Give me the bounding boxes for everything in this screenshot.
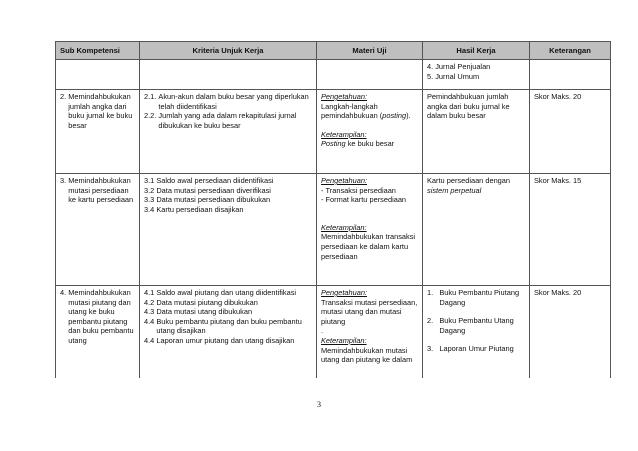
list-text: Saldo awal persediaan diidentifikasi xyxy=(156,176,274,185)
cell-kuk xyxy=(140,174,317,286)
list-text: Kartu persediaan disajikan xyxy=(156,204,244,214)
list-item: 4.4 Buku pembantu piutang dan buku pembantu utang disajikan xyxy=(144,316,302,336)
pengetahuan-text: Langkah-langkah pemindahbukuan (posting). xyxy=(321,101,411,121)
keterampilan-text: Posting ke buku besar xyxy=(321,139,395,149)
cell-keterangan xyxy=(530,60,611,90)
list-item xyxy=(144,205,312,215)
sub-number: 4. xyxy=(60,288,67,297)
header-keterangan: Keterangan xyxy=(530,42,611,60)
list-item: 1. Buku Pembantu Piutang Dagang xyxy=(427,288,520,307)
list-item: - Format kartu persediaan xyxy=(321,195,407,205)
keterampilan-label: Keterampilan: xyxy=(321,335,367,345)
cell-kuk xyxy=(140,60,317,90)
list-text: Akun-akun dalam buku besar yang diperlukan telah diidentifikasi xyxy=(158,92,309,111)
page-number: 3 xyxy=(317,400,321,409)
list-item: 4.1 Saldo awal piutang dan utang diidentifikasi xyxy=(144,288,297,297)
header-hasil-kerja: Hasil Kerja xyxy=(423,42,530,60)
cell-kuk xyxy=(140,286,317,378)
cell-hasil: Kartu persediaan dengan sistem perpetual xyxy=(423,174,530,286)
list-item xyxy=(427,72,525,82)
list-item: 2. Buku Pembantu Utang Dagang xyxy=(427,316,514,335)
header-kriteria-unjuk-kerja: Kriteria Unjuk Kerja xyxy=(140,42,317,60)
list-number: 3.1 xyxy=(144,176,155,185)
list-item xyxy=(144,176,312,186)
list-item: 4.2 Data mutasi piutang dibukukan xyxy=(144,297,258,307)
list-text: Data mutasi persediaan dibukukan xyxy=(156,195,271,205)
list-item: - Transaksi persediaan xyxy=(321,185,396,195)
cell-kuk xyxy=(140,90,317,174)
list-item xyxy=(427,62,525,72)
pengetahuan-label: Pengetahuan: xyxy=(321,288,368,297)
list-number: 4. xyxy=(427,62,434,71)
sub-number: 3. xyxy=(60,176,67,185)
keterampilan-text: Memindahbukukan mutasi utang dan piutang ke dalam xyxy=(321,345,413,365)
list-item xyxy=(144,195,312,205)
cell-materi xyxy=(317,90,423,174)
keterampilan-text: Memindahbukukan transaksi persediaan ke dalam kartu persediaan xyxy=(321,232,416,261)
sub-text: Memindahbukukan mutasi persediaan ke kartu persediaan xyxy=(68,176,134,205)
cell-hasil: Pemindahbukuan jumlah angka dari buku jurnal ke dalam buku besar xyxy=(423,90,530,174)
cell-keterangan: Skor Maks. 20 xyxy=(530,286,611,378)
cell-sub xyxy=(56,60,140,90)
cell-keterangan: Skor Maks. 15 xyxy=(530,174,611,286)
sub-text: Memindahbukukan jumlah angka dari buku jurnal ke buku besar xyxy=(68,92,133,130)
table-row xyxy=(56,90,611,174)
table-row xyxy=(56,60,611,90)
list-item: 3. Laporan Umur Piutang xyxy=(427,344,514,354)
sub-text: Memindahbukukan mutasi piutang dan utang ke buku pembantu piutang dan buku pembantu utang xyxy=(68,288,134,345)
cell-materi xyxy=(317,174,423,286)
list-number: 5. xyxy=(427,71,434,81)
pengetahuan-text: Transaksi mutasi persediaan, mutasi utang dan mutasi piutang xyxy=(321,297,418,326)
cell-keterangan: Skor Maks. 20 xyxy=(530,90,611,174)
list-text: Jurnal Umum xyxy=(435,71,480,81)
cell-materi xyxy=(317,286,423,378)
list-item: 4.4 Laporan umur piutang dan utang disajikan xyxy=(144,335,295,345)
list-item: 4.3 Data mutasi utang dibukukan xyxy=(144,307,253,317)
list-number: 3.3 xyxy=(144,195,155,205)
pengetahuan-label: Pengetahuan: xyxy=(321,176,368,185)
cell-sub xyxy=(56,286,140,378)
cell-hasil xyxy=(423,60,530,90)
competency-table xyxy=(55,41,611,378)
list-number: 3.4 xyxy=(144,204,155,214)
list-item xyxy=(144,92,312,111)
keterampilan-label: Keterampilan: xyxy=(321,222,367,232)
header-sub-kompetensi: Sub Kompetensi xyxy=(56,42,140,60)
table-row xyxy=(56,286,611,378)
table-row xyxy=(56,174,611,286)
cell-materi xyxy=(317,60,423,90)
list-number: 2.2. xyxy=(144,111,157,121)
list-text: Jurnal Penjualan xyxy=(435,62,491,71)
list-number: 3.2 xyxy=(144,185,155,195)
list-text: Data mutasi persediaan diverifikasi xyxy=(156,185,271,195)
list-item xyxy=(144,186,312,196)
pengetahuan-label: Pengetahuan: xyxy=(321,92,368,101)
list-item xyxy=(144,111,312,130)
list-number: 2.1. xyxy=(144,92,157,101)
list-text: Jumlah yang ada dalam rekapitulasi jurnal dibukukan ke buku besar xyxy=(158,111,297,130)
keterampilan-label: Keterampilan: xyxy=(321,129,367,139)
table-header-row xyxy=(56,42,611,60)
separator-dot: . xyxy=(321,326,324,336)
cell-sub xyxy=(56,174,140,286)
cell-hasil xyxy=(423,286,530,378)
sub-number: 2. xyxy=(60,92,67,101)
cell-sub xyxy=(56,90,140,174)
header-materi-uji: Materi Uji xyxy=(317,42,423,60)
